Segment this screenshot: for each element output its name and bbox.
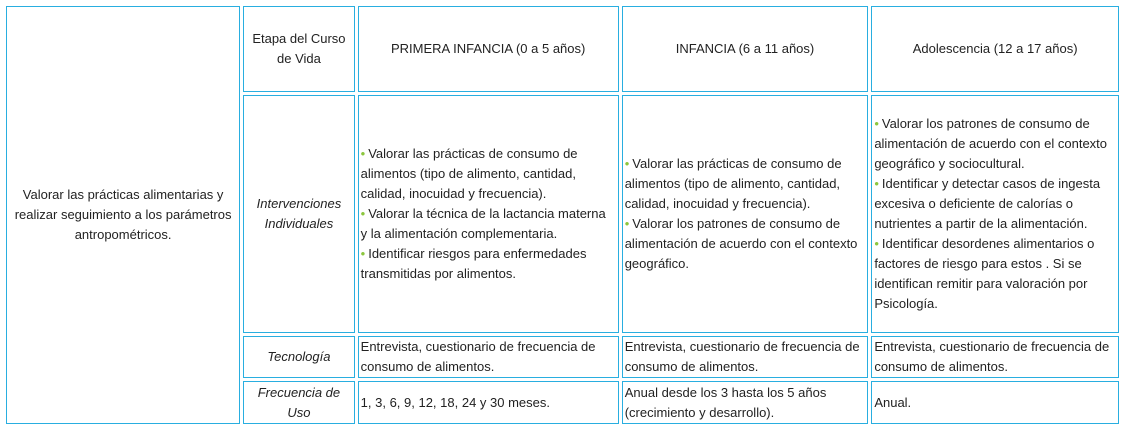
frequency-primera-infancia <box>358 381 619 424</box>
column-header-label: INFANCIA (6 a 11 años) <box>675 41 815 57</box>
bullet-dot-icon: • <box>360 245 366 261</box>
list-item: • Identificar desordenes alimentarios o factores de riesgo para estos . Si se identifican remitir para valoración por Psicología. <box>874 235 1095 311</box>
cell-text: Anual desde los 3 hasta los 5 años (crecimiento y desarrollo). <box>624 384 827 420</box>
bullet-dot-icon: • <box>624 155 630 171</box>
list-item: • Valorar los patrones de consumo de alimentación de acuerdo con el contexto geográfico y sociocultural. <box>874 115 1108 171</box>
row-label: Intervenciones Individuales <box>256 195 342 231</box>
interventions-primera-infancia <box>358 95 619 332</box>
frequency-infancia <box>622 381 869 424</box>
bullet-dot-icon: • <box>360 205 366 221</box>
technology-adolescencia <box>871 336 1119 379</box>
frequency-adolescencia <box>871 381 1119 424</box>
list-item: • Valorar las prácticas de consumo de alimentos (tipo de alimento, cantidad, calidad, inocuidad y frecuencia). <box>624 155 842 211</box>
care-table <box>3 3 1122 427</box>
bullet-dot-icon: • <box>360 145 366 161</box>
column-header-infancia <box>622 6 869 92</box>
list-item: • Valorar los patrones de consumo de alimentación de acuerdo con el contexto geográfico. <box>624 215 858 271</box>
stage-label: Etapa del Curso de Vida <box>252 31 346 67</box>
column-header-primera-infancia <box>358 6 619 92</box>
technology-primera-infancia <box>358 336 619 379</box>
interventions-label-cell <box>243 95 354 332</box>
cell-text: Entrevista, cuestionario de frecuencia de consumo de alimentos. <box>360 339 596 375</box>
row-label: Tecnología <box>267 349 331 365</box>
technology-infancia <box>622 336 869 379</box>
column-header-adolescencia <box>871 6 1119 92</box>
frequency-label-cell <box>243 381 354 424</box>
bullet-dot-icon: • <box>624 215 630 231</box>
column-header-label: Adolescencia (12 a 17 años) <box>912 41 1078 57</box>
cell-text: 1, 3, 6, 9, 12, 18, 24 y 30 meses. <box>360 394 550 410</box>
stage-label-cell <box>243 6 354 92</box>
main-activity-cell <box>6 6 240 424</box>
main-activity-text: Valorar las prácticas alimentarias y realizar seguimiento a los parámetros antropométricos. <box>14 187 232 242</box>
bullet-dot-icon: • <box>874 175 879 191</box>
bullet-dot-icon: • <box>874 115 879 131</box>
list-item: • Valorar la técnica de la lactancia materna y la alimentación complementaria. <box>360 205 606 241</box>
interventions-adolescencia <box>871 95 1119 332</box>
bullet-dot-icon: • <box>874 235 879 251</box>
list-item: • Identificar riesgos para enfermedades transmitidas por alimentos. <box>360 245 587 281</box>
list-item: • Identificar y detectar casos de ingesta excesiva o deficiente de calorías o nutrientes a partir de la alimentación. <box>874 175 1101 231</box>
list-item: • Valorar las prácticas de consumo de alimentos (tipo de alimento, cantidad, calidad, inocuidad y frecuencia). <box>360 145 578 201</box>
cell-text: Anual. <box>874 394 912 410</box>
column-header-label: PRIMERA INFANCIA (0 a 5 años) <box>391 41 586 57</box>
header-row <box>6 6 1119 92</box>
row-label: Frecuencia de Uso <box>257 384 341 420</box>
cell-text: Entrevista, cuestionario de frecuencia de consumo de alimentos. <box>874 339 1110 375</box>
cell-text: Entrevista, cuestionario de frecuencia de consumo de alimentos. <box>624 339 860 375</box>
technology-label-cell <box>243 336 354 379</box>
interventions-infancia <box>622 95 869 332</box>
